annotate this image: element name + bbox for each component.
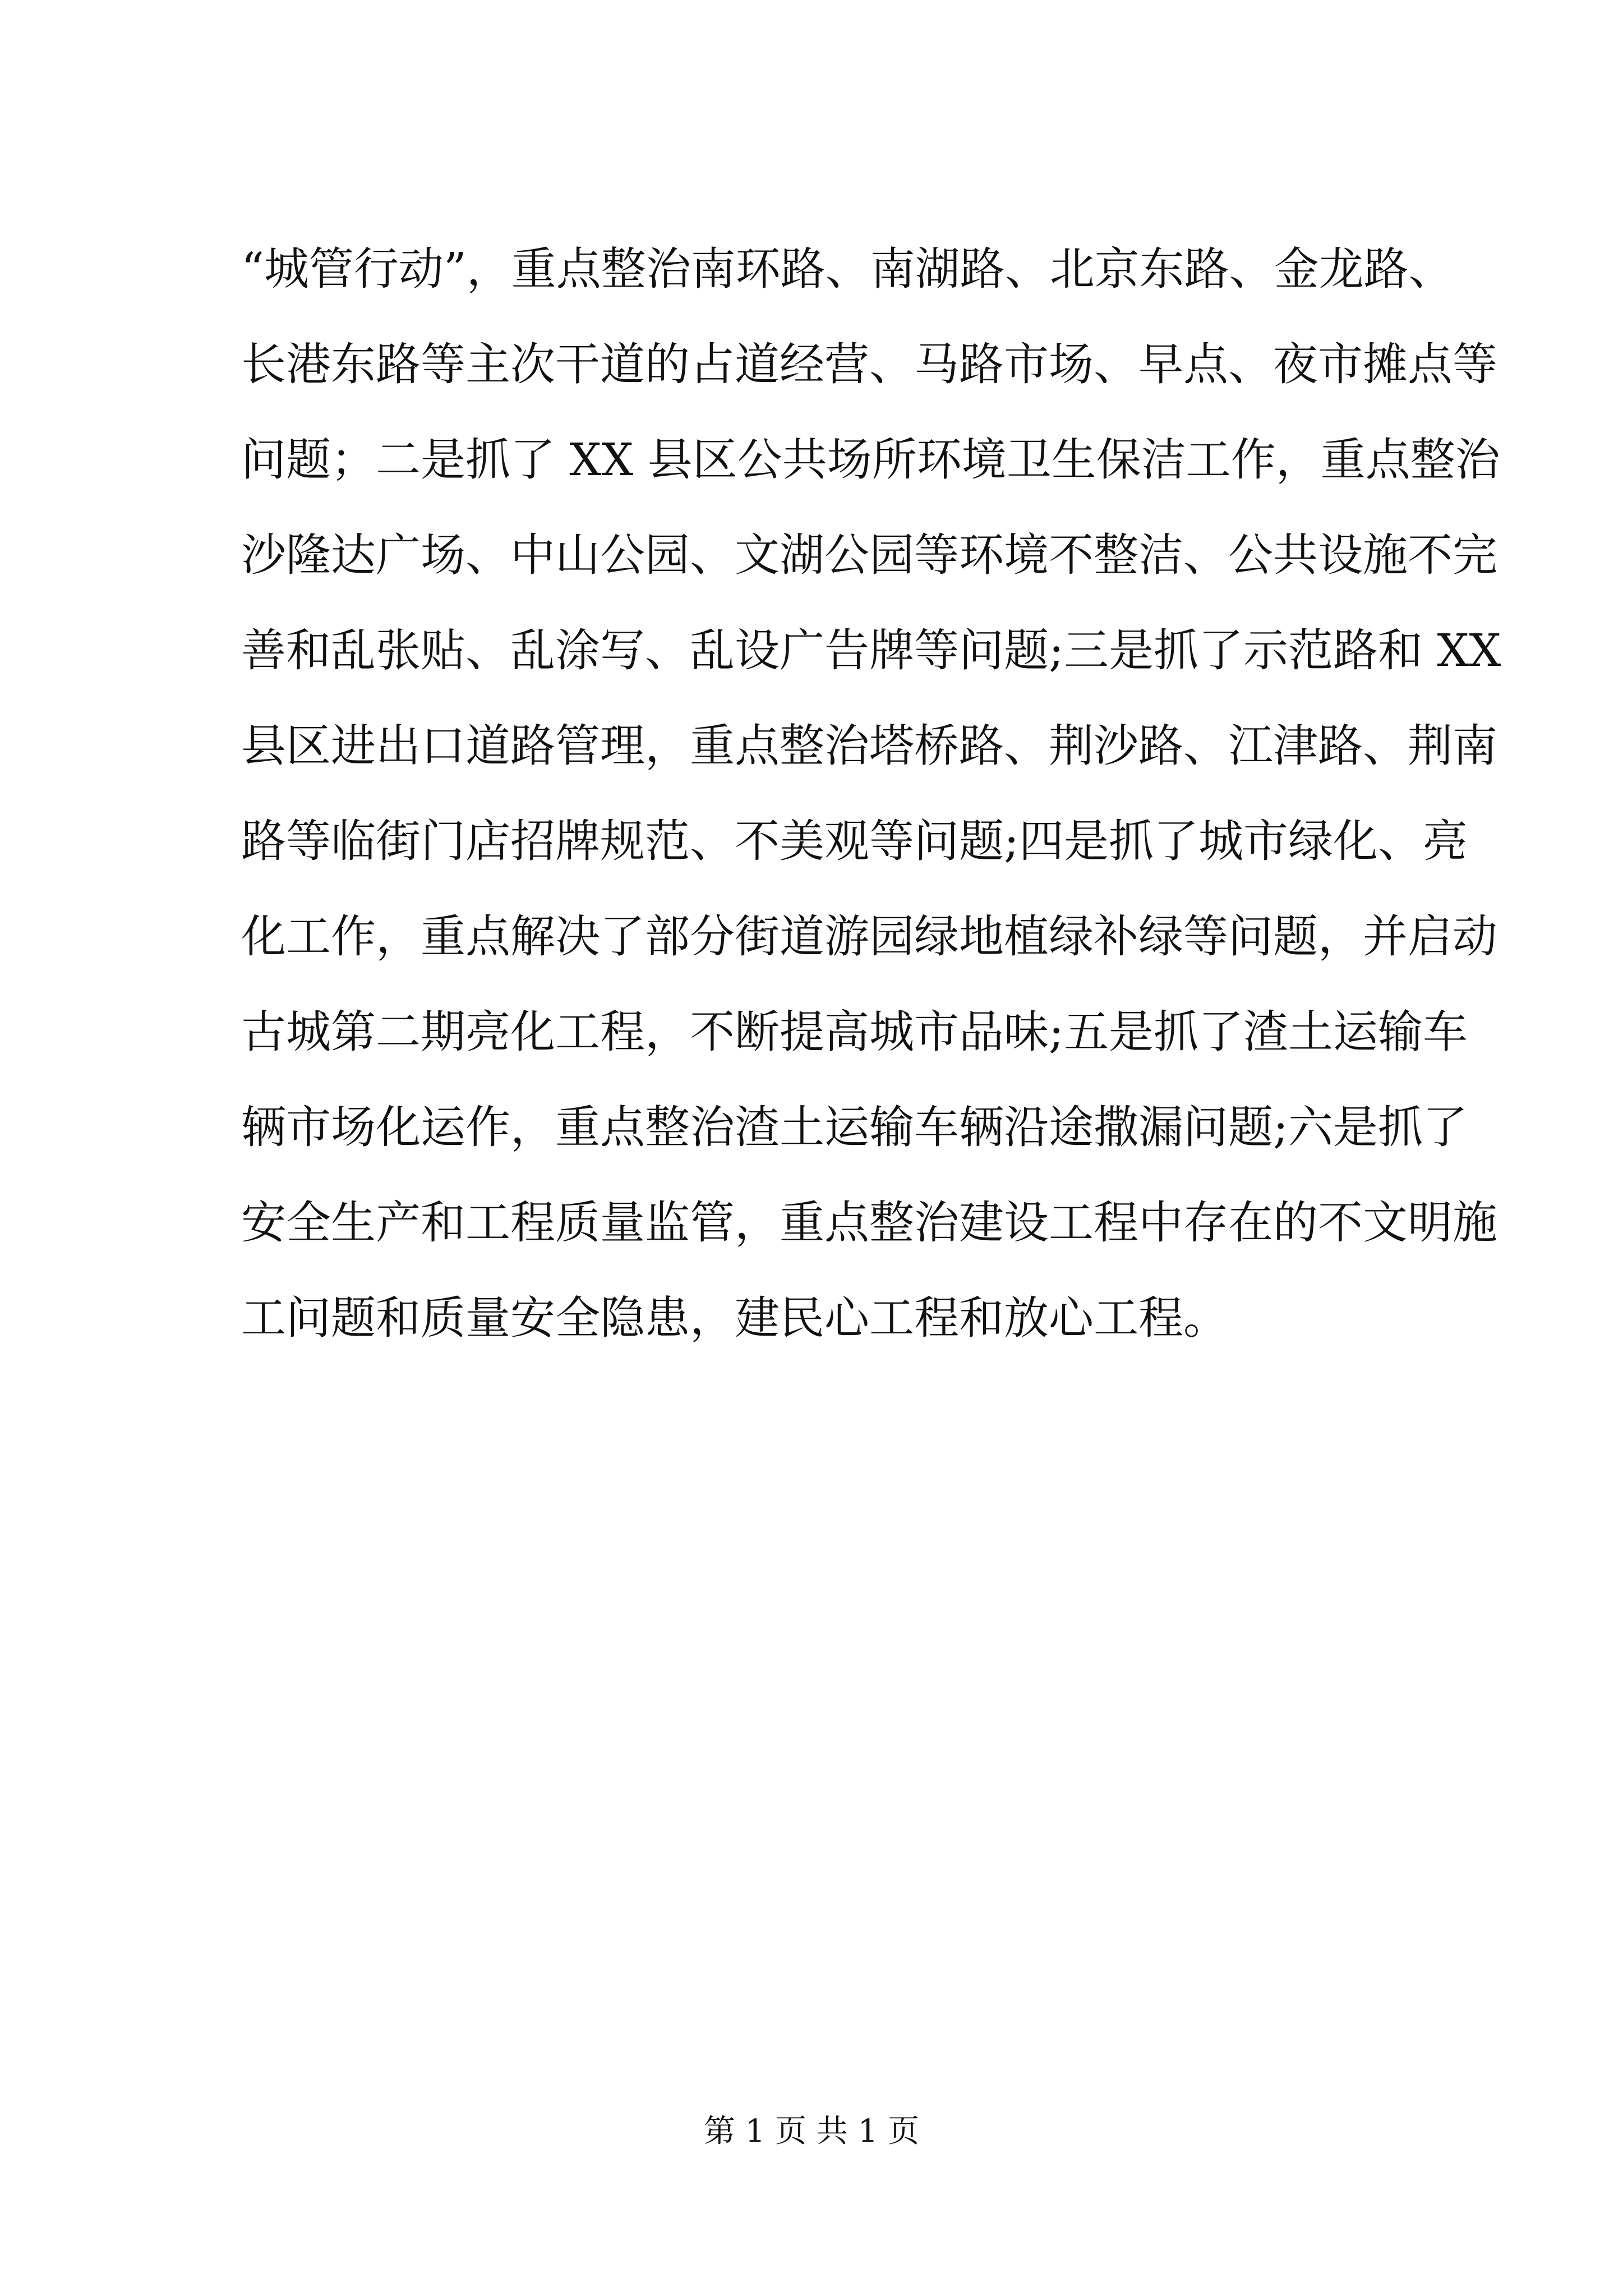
text-line: 工问题和质量安全隐患，建民心工程和放心工程。 bbox=[241, 1292, 1228, 1344]
body-paragraph bbox=[241, 222, 1501, 1366]
text-line: 县区进出口道路管理，重点整治塔桥路、荆沙路、江津路、荆南 bbox=[241, 720, 1497, 772]
text-line: 沙隆达广场、中山公园、文湖公园等环境不整洁、公共设施不完 bbox=[241, 529, 1497, 581]
text-line: 安全生产和工程质量监管，重点整治建设工程中存在的不文明施 bbox=[241, 1197, 1497, 1249]
text-line: 问题；二是抓了 XX 县区公共场所环境卫生保洁工作，重点整治 bbox=[241, 434, 1500, 486]
text-line: “城管行动”，重点整治南环路、南湖路、北京东路、金龙路、 bbox=[241, 243, 1454, 295]
text-line: 路等临街门店招牌规范、不美观等问题;四是抓了城市绿化、亮 bbox=[241, 815, 1468, 867]
text-line: 善和乱张贴、乱涂写、乱设广告牌等问题;三是抓了示范路和 XX bbox=[241, 624, 1501, 677]
text-line: 长港东路等主次干道的占道经营、马路市场、早点、夜市摊点等 bbox=[241, 338, 1497, 390]
page-number-footer: 第 1 页 共 1 页 bbox=[703, 2113, 920, 2150]
text-line: 辆市场化运作，重点整治渣土运输车辆沿途撒漏问题;六是抓了 bbox=[241, 1101, 1468, 1153]
text-line: 古城第二期亮化工程，不断提高城市品味;五是抓了渣土运输车 bbox=[241, 1006, 1468, 1058]
text-line: 化工作，重点解决了部分街道游园绿地植绿补绿等问题，并启动 bbox=[241, 910, 1497, 963]
